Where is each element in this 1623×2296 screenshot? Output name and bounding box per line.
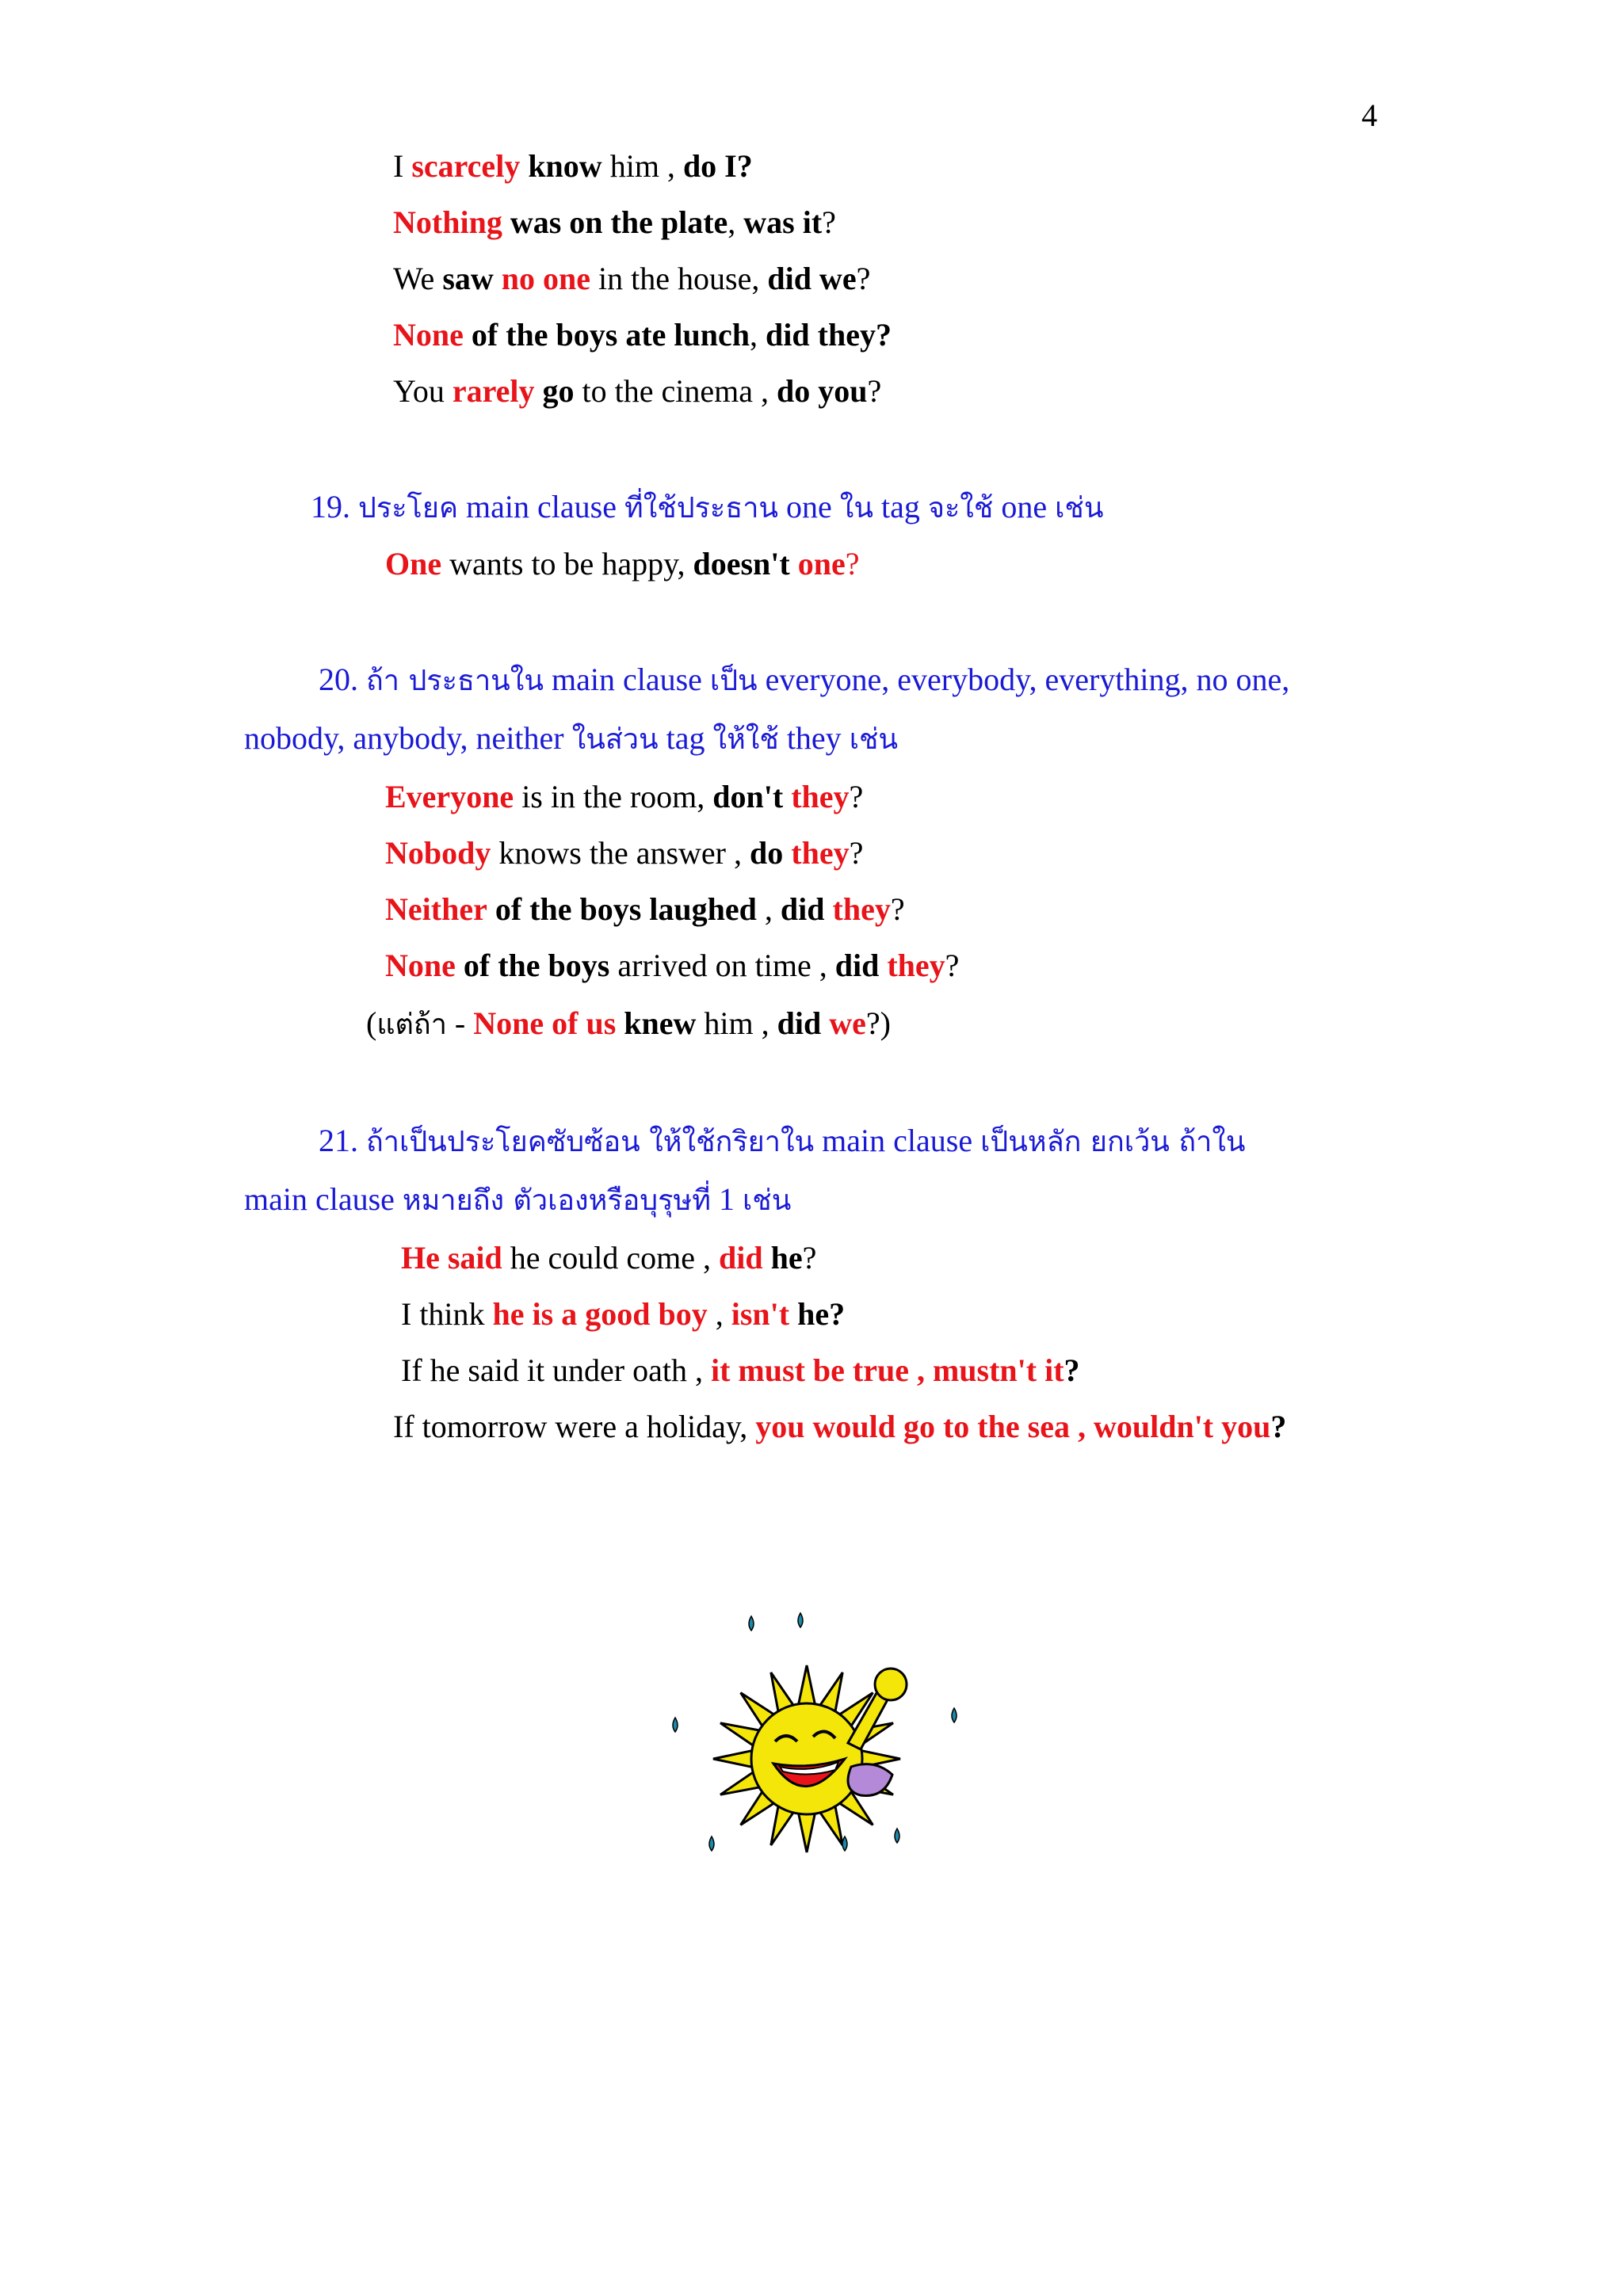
sweat-drop <box>842 1836 847 1851</box>
text-segment: You <box>393 373 453 409</box>
text-segment: rarely <box>452 373 535 409</box>
sweat-drop <box>673 1718 678 1732</box>
text-segment <box>790 546 798 582</box>
text-segment: tag <box>658 720 713 756</box>
example-line <box>393 315 892 356</box>
text-segment: he is a good boy <box>492 1296 708 1332</box>
text-segment: knew <box>624 1005 697 1041</box>
section-20-heading-cont <box>244 718 898 761</box>
text-segment: he? <box>797 1296 846 1332</box>
text-segment: did they? <box>766 317 892 353</box>
text-segment <box>789 1296 797 1332</box>
text-segment: ถ้า ประธานใน <box>366 665 544 697</box>
text-segment <box>783 835 791 871</box>
text-segment <box>821 1005 829 1041</box>
text-segment <box>535 373 543 409</box>
text-segment: เป็นหลัก ยกเว้น ถ้าใน <box>980 1126 1246 1158</box>
example-line <box>393 1406 1286 1447</box>
text-segment: ใน <box>839 492 873 524</box>
text-segment: , <box>727 204 744 240</box>
text-segment: ให้ใช้ <box>712 723 779 756</box>
text-segment: ? <box>822 204 836 240</box>
text-segment: ? <box>867 373 882 409</box>
text-segment: they <box>791 779 850 814</box>
text-segment: main clause <box>543 662 710 697</box>
text-segment: เช่น <box>1055 492 1104 524</box>
text-segment: they <box>778 720 850 756</box>
text-segment: ในส่วน <box>571 723 659 756</box>
text-segment: did <box>780 891 825 927</box>
text-segment: do <box>750 835 784 871</box>
text-segment: เช่น <box>742 1184 792 1217</box>
text-segment: ประโยค <box>358 492 459 524</box>
text-segment: ถ้าเป็นประโยคซับซ้อน ให้ใช้กริยาใน <box>366 1126 815 1158</box>
example-line <box>385 543 859 585</box>
text-segment: เป็น <box>709 665 758 697</box>
text-segment: to the cinema , <box>574 373 777 409</box>
text-segment <box>879 948 887 983</box>
text-segment: 20. <box>319 662 366 697</box>
page-number: 4 <box>1361 97 1377 133</box>
text-segment: 21. <box>319 1123 366 1158</box>
example-line <box>401 1238 816 1279</box>
text-segment: , <box>707 1296 731 1332</box>
text-segment: he <box>770 1240 803 1276</box>
text-segment: you would go to the sea , wouldn't you <box>755 1409 1271 1444</box>
text-segment: จะใช้ <box>927 492 994 524</box>
text-segment: go <box>542 373 575 409</box>
text-segment: Everyone <box>385 779 514 814</box>
text-segment: เช่น <box>849 723 899 756</box>
text-segment: , <box>750 317 766 353</box>
text-segment: one <box>797 546 846 582</box>
text-segment: don't <box>712 779 784 814</box>
text-segment: was it <box>743 204 823 240</box>
text-segment <box>502 204 510 240</box>
text-segment: arrived on time , <box>609 948 835 983</box>
example-line <box>385 889 905 930</box>
text-segment: isn't <box>731 1296 790 1332</box>
sweat-drop <box>952 1708 957 1722</box>
text-segment: None of us <box>473 1005 617 1041</box>
text-segment <box>520 148 528 184</box>
text-segment: , <box>756 891 781 927</box>
text-segment: ? <box>856 261 871 296</box>
text-segment: ? <box>1064 1352 1080 1388</box>
text-segment: scarcely <box>411 148 521 184</box>
text-segment: I <box>393 148 412 184</box>
text-segment: - <box>446 1005 474 1041</box>
text-segment: หมายถึง ตัวเองหรือบุรุษที่ <box>402 1184 711 1217</box>
text-segment: of the boys <box>463 948 610 983</box>
text-segment: ? <box>1270 1409 1287 1444</box>
text-segment <box>456 948 464 983</box>
text-segment: Neither <box>385 891 487 927</box>
text-segment: of the boys laughed <box>495 891 757 927</box>
section-19-heading <box>311 486 1103 529</box>
sweat-drop <box>798 1613 803 1627</box>
text-segment: ? <box>802 1240 817 1276</box>
text-segment: nobody, anybody, neither <box>244 720 572 756</box>
text-segment: 19. <box>311 489 358 524</box>
text-segment: main clause <box>244 1181 403 1217</box>
text-segment: did <box>834 948 880 983</box>
text-segment: him , <box>696 1005 777 1041</box>
section-21-heading <box>319 1120 1246 1163</box>
text-segment <box>783 779 791 814</box>
text-segment: If tomorrow were a holiday, <box>393 1409 756 1444</box>
text-segment: ? <box>849 779 864 814</box>
text-segment <box>825 891 833 927</box>
text-segment: we <box>829 1005 866 1041</box>
text-segment: Nothing <box>393 204 502 240</box>
text-segment: saw <box>442 261 494 296</box>
text-segment <box>487 891 495 927</box>
text-segment <box>763 1240 771 1276</box>
example-line <box>393 258 870 299</box>
sweat-drop <box>749 1616 754 1630</box>
text-segment: him , <box>601 148 683 184</box>
text-segment: did we <box>767 261 857 296</box>
example-line <box>393 146 753 187</box>
text-segment: Nobody <box>385 835 491 871</box>
text-segment <box>616 1005 624 1041</box>
text-segment: one <box>993 489 1056 524</box>
text-segment: main clause <box>458 489 624 524</box>
example-line <box>401 1294 845 1335</box>
laughing-sun-icon <box>664 1608 970 1859</box>
example-line <box>385 776 863 818</box>
text-segment: everyone, everybody, everything, no one, <box>757 662 1290 697</box>
text-segment: doesn't <box>693 546 790 582</box>
example-line <box>366 1003 891 1046</box>
text-segment: in the house, <box>590 261 768 296</box>
sun-ray <box>798 1810 815 1852</box>
text-segment: He said <box>401 1240 502 1276</box>
text-segment: None <box>385 948 456 983</box>
text-segment: wants to be happy, <box>441 546 693 582</box>
text-segment: one <box>778 489 840 524</box>
sun-ray <box>798 1665 815 1707</box>
text-segment: tag <box>873 489 928 524</box>
text-segment: know <box>528 148 602 184</box>
example-line <box>393 202 836 243</box>
section-21-heading-cont <box>244 1179 791 1222</box>
text-segment: ( <box>366 1005 377 1041</box>
example-line <box>385 945 959 986</box>
text-segment: they <box>832 891 891 927</box>
text-segment: If he said it under oath , <box>401 1352 711 1388</box>
text-segment: I think <box>401 1296 493 1332</box>
section-20-heading <box>319 659 1289 702</box>
text-segment: it must be true , mustn't it <box>711 1352 1064 1388</box>
text-segment: One <box>385 546 442 582</box>
example-line <box>393 371 881 412</box>
text-segment <box>494 261 502 296</box>
text-segment <box>464 317 472 353</box>
text-segment: of the boys ate lunch <box>471 317 750 353</box>
sweat-drop <box>709 1836 714 1851</box>
text-segment: do I? <box>682 148 753 184</box>
text-segment: 1 <box>710 1181 743 1217</box>
text-segment: was on the plate <box>510 204 728 240</box>
text-segment: ? <box>849 835 864 871</box>
text-segment: แต่ถ้า <box>376 1009 447 1041</box>
text-segment: knows the answer , <box>491 835 750 871</box>
text-segment: did <box>719 1240 763 1276</box>
text-segment: they <box>791 835 850 871</box>
text-segment: he could come , <box>502 1240 720 1276</box>
text-segment: We <box>393 261 443 296</box>
text-segment: ? <box>845 546 860 582</box>
text-segment: ?) <box>865 1005 891 1041</box>
text-segment: is in the room, <box>514 779 713 814</box>
text-segment: ? <box>945 948 960 983</box>
text-segment: no one <box>501 261 591 296</box>
text-segment: ? <box>890 891 905 927</box>
text-segment: they <box>887 948 945 983</box>
sun-fist <box>875 1669 907 1700</box>
text-segment: do you <box>777 373 868 409</box>
text-segment: main clause <box>814 1123 981 1158</box>
sun-ray <box>713 1750 755 1768</box>
text-segment: ที่ใช้ประธาน <box>624 492 779 524</box>
example-line <box>385 833 863 874</box>
example-line <box>401 1350 1080 1391</box>
sweat-drop <box>895 1829 899 1843</box>
text-segment: did <box>777 1005 822 1041</box>
text-segment: None <box>393 317 464 353</box>
